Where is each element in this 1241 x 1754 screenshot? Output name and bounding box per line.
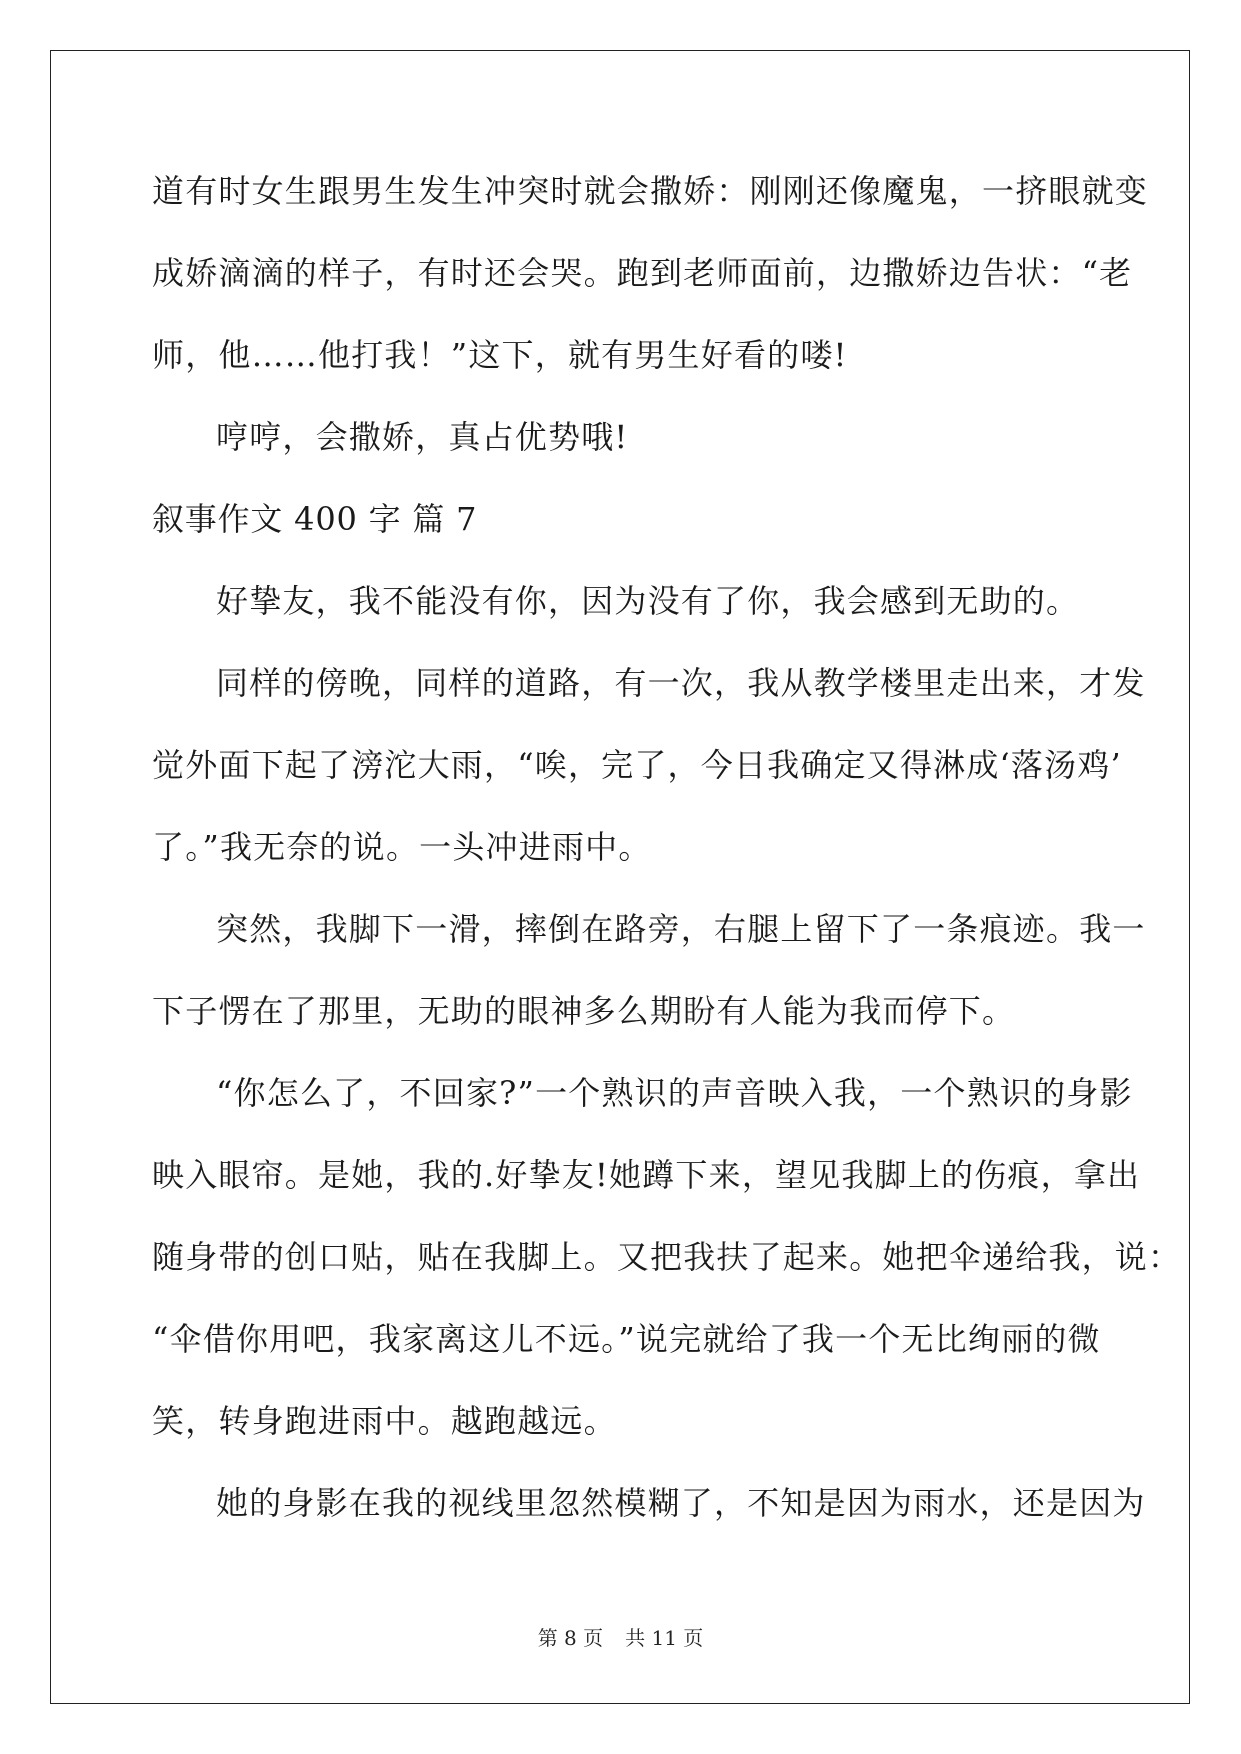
text-line: 道有时女生跟男生发生冲突时就会撒娇：刚刚还像魔鬼，一挤眼就变 <box>152 172 1149 210</box>
page-number: 第 8 页 <box>537 1626 604 1650</box>
page-total: 共 11 页 <box>625 1626 704 1650</box>
text-line: 觉外面下起了滂沱大雨，“唉，完了，今日我确定又得淋成‘落汤鸡’ <box>152 746 1122 784</box>
text-line: “伞借你用吧，我家离这儿不远。”说完就给了我一个无比绚丽的微 <box>152 1320 1101 1358</box>
text-line: 了。”我无奈的说。一头冲进雨中。 <box>152 828 652 866</box>
text-line: 她的身影在我的视线里忽然模糊了，不知是因为雨水，还是因为 <box>216 1484 1146 1522</box>
text-line: 突然，我脚下一滑，摔倒在路旁，右腿上留下了一条痕迹。我一 <box>216 910 1146 948</box>
text-line: 哼哼，会撒娇，真占优势哦! <box>216 418 629 456</box>
text-line: 下子愣在了那里，无助的眼神多么期盼有人能为我而停下。 <box>152 992 1016 1030</box>
page-footer <box>0 1622 1241 1651</box>
text-line: 师，他……他打我！”这下，就有男生好看的喽! <box>152 336 848 374</box>
text-line: 随身带的创口贴，贴在我脚上。又把我扶了起来。她把伞递给我，说： <box>152 1238 1182 1276</box>
section-heading: 叙事作文 400 字 篇 7 <box>152 500 478 538</box>
text-line: 成娇滴滴的样子，有时还会哭。跑到老师面前，边撒娇边告状：“老 <box>152 254 1133 292</box>
text-line: “你怎么了，不回家?”一个熟识的声音映入我，一个熟识的身影 <box>216 1074 1133 1112</box>
text-line: 好挚友，我不能没有你，因为没有了你，我会感到无助的。 <box>216 582 1080 620</box>
text-line: 映入眼帘。是她，我的.好挚友!她蹲下来，望见我脚上的伤痕，拿出 <box>152 1156 1141 1194</box>
text-line: 同样的傍晚，同样的道路，有一次，我从教学楼里走出来，才发 <box>216 664 1146 702</box>
document-body <box>152 160 1182 1554</box>
text-line: 笑，转身跑进雨中。越跑越远。 <box>152 1402 617 1440</box>
